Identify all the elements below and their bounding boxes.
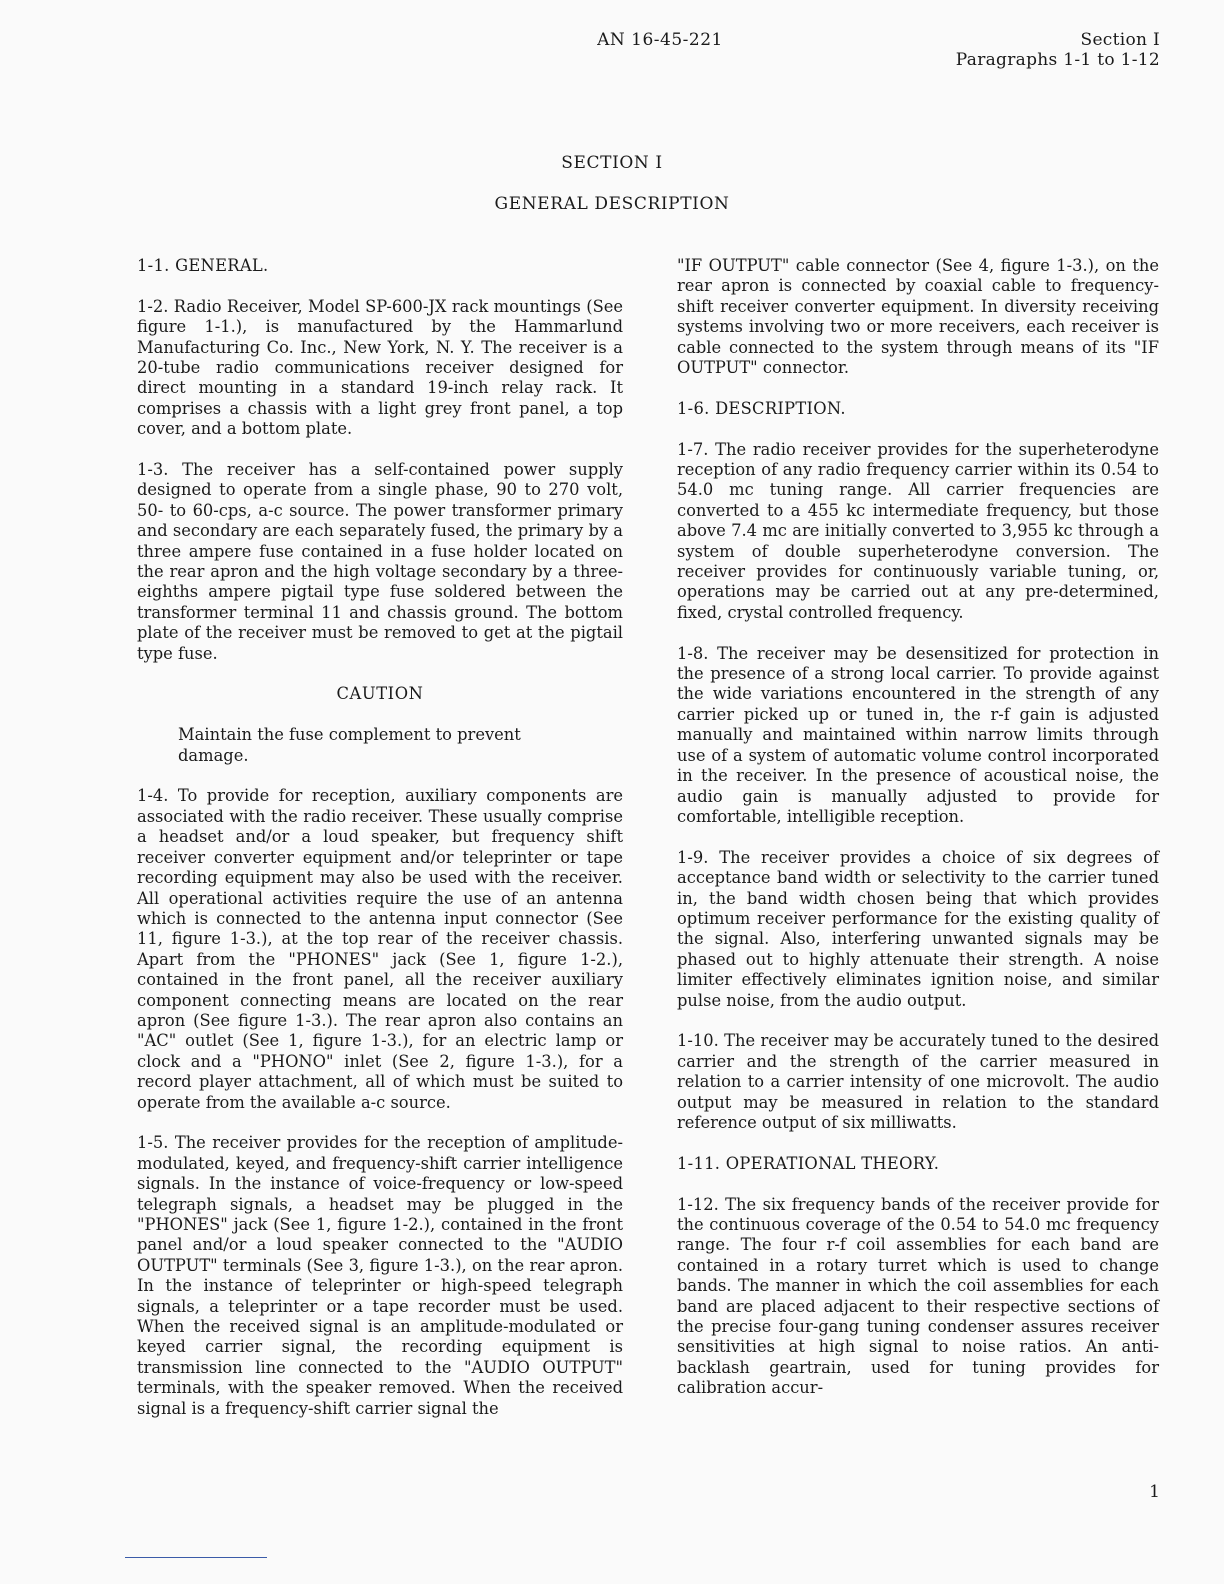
heading-1-1: 1-1. GENERAL.	[137, 256, 269, 275]
paragraph-1-3: 1-3. The receiver has a self-contained power supply designed to operate from a single phase, 90 to 270 volt, 50- to 60-cps, a-c source. The power transformer primary and secondary are each separately fused, the primary by a three ampere fuse contained in a fuse holder located on the rear apron and the high voltage secondary by a three-eighths ampere pigtail type fuse soldered between the transformer terminal 11 and chassis ground. The bottom plate of the receiver must be removed to get at the pigtail type fuse.	[137, 460, 623, 663]
section-title: SECTION I	[561, 153, 663, 173]
paragraph-1-2: 1-2. Radio Receiver, Model SP-600-JX rack mountings (See figure 1-1.), is manufactured by the Hammarlund Manufacturing Co. Inc., New York, N. Y. The receiver is a 20-tube radio communications receiver designed for direct mounting in a standard 19-inch relay rack. It comprises a chassis with a light grey front panel, a top cover, and a bottom plate.	[137, 296, 623, 439]
paragraph-1-10: 1-10. The receiver may be accurately tuned to the desired carrier and the strength of the carrier measured in relation to a carrier intensity of one microvolt. The audio output may be measured in relation to the standard reference output of six milliwatts.	[677, 1031, 1159, 1132]
footer-rule	[125, 1557, 267, 1558]
document-number: AN 16-45-221	[597, 30, 723, 50]
caution-heading: CAUTION	[336, 684, 424, 704]
section-subtitle: GENERAL DESCRIPTION	[494, 194, 730, 214]
paragraph-1-7: 1-7. The radio receiver provides for the superheterodyne reception of any radio frequency carrier within its 0.54 to 54.0 mc tuning range. All carrier frequencies are converted to a 455 kc intermediate frequency, but those above 7.4 mc are initially converted to 3,955 kc through a system of double superheterodyne conversion. The receiver provides for continuously variable tuning, or, operations may be carried out at any pre-determined, fixed, crystal controlled frequency.	[677, 439, 1159, 622]
caution-text: Maintain the fuse complement to prevent damage.	[178, 725, 521, 765]
left-column	[137, 256, 623, 1439]
header-paragraphs: Paragraphs 1-1 to 1-12	[955, 50, 1160, 70]
paragraph-1-5: 1-5. The receiver provides for the reception of amplitude-modulated, keyed, and frequency-shift carrier intelligence signals. In the instance of voice-frequency or low-speed telegraph signals, a headset may be plugged in the "PHONES" jack (See 1, figure 1-2.), contained in the front panel and/or a loud speaker connected to the "AUDIO OUTPUT" terminals (See 3, figure 1-3.), on the rear apron. In the instance of teleprinter or high-speed telegraph signals, a teleprinter or a tape recorder must be used. When the received signal is an amplitude-modulated or keyed carrier signal, the recording equipment is transmission line connected to the "AUDIO OUTPUT" terminals, with the speaker removed. When the received signal is a frequency-shift carrier signal the	[137, 1133, 623, 1418]
heading-1-6: 1-6. DESCRIPTION.	[677, 398, 846, 418]
paragraph-1-5-continued: "IF OUTPUT" cable connector (See 4, figure 1-3.), on the rear apron is connected by coaxial cable to frequency-shift receiver converter equipment. In diversity receiving systems involving two or more receivers, each receiver is cable connected to the system through means of its "IF OUTPUT" connector.	[677, 256, 1159, 378]
paragraph-1-8: 1-8. The receiver may be desensitized for protection in the presence of a strong local carrier. To provide against the wide variations encountered in the strength of any carrier picked up or tuned in, the r-f gain is adjusted manually and maintained within narrow limits through use of a system of automatic volume control incorporated in the receiver. In the presence of acoustical noise, the audio gain is manually adjusted to provide for comfortable, intelligible reception.	[677, 643, 1159, 826]
heading-1-11: 1-11. OPERATIONAL THEORY.	[677, 1153, 940, 1173]
paragraph-1-4: 1-4. To provide for reception, auxiliary components are associated with the radio receiver. These usually comprise a headset and/or a loud speaker, but frequency shift receiver converter equipment and/or teleprinter or tape recording equipment may also be used with the receiver. All operational activities require the use of an antenna which is connected to the antenna input connector (See 11, figure 1-3.), at the top rear of the receiver chassis. Apart from the "PHONES" jack (See 1, figure 1-2.), contained in the front panel, all the receiver auxiliary component connecting means are located on the rear apron (See figure 1-3.). The rear apron also contains an "AC" outlet (See 1, figure 1-3.), for an electric lamp or clock and a "PHONO" inlet (See 2, figure 1-3.), for a record player attachment, all of which must be suited to operate from the available a-c source.	[137, 786, 623, 1112]
paragraph-1-12: 1-12. The six frequency bands of the receiver provide for the continuous coverage of the 0.54 to 54.0 mc frequency range. The four r-f coil assemblies for each band are contained in a rotary turret which is used to change bands. The manner in which the coil assemblies for each band are placed adjacent to their respective sections of the precise four-gang tuning condenser assures receiver sensitivities at high signal to noise ratios. An anti-backlash geartrain, used for tuning provides for calibration accur-	[677, 1194, 1159, 1398]
page-number: 1	[1149, 1482, 1160, 1502]
running-header	[956, 30, 1160, 70]
header-section: Section I	[1080, 30, 1160, 50]
right-column	[677, 256, 1159, 1419]
paragraph-1-9: 1-9. The receiver provides a choice of six degrees of acceptance band width or selectivity to the carrier tuned in, the band width chosen being that which provides optimum receiver performance for the existing quality of the signal. Also, interfering unwanted signals may be phased out to highly attenuate their strength. A noise limiter effectively eliminates ignition noise, and similar pulse noise, from the audio output.	[677, 847, 1159, 1010]
